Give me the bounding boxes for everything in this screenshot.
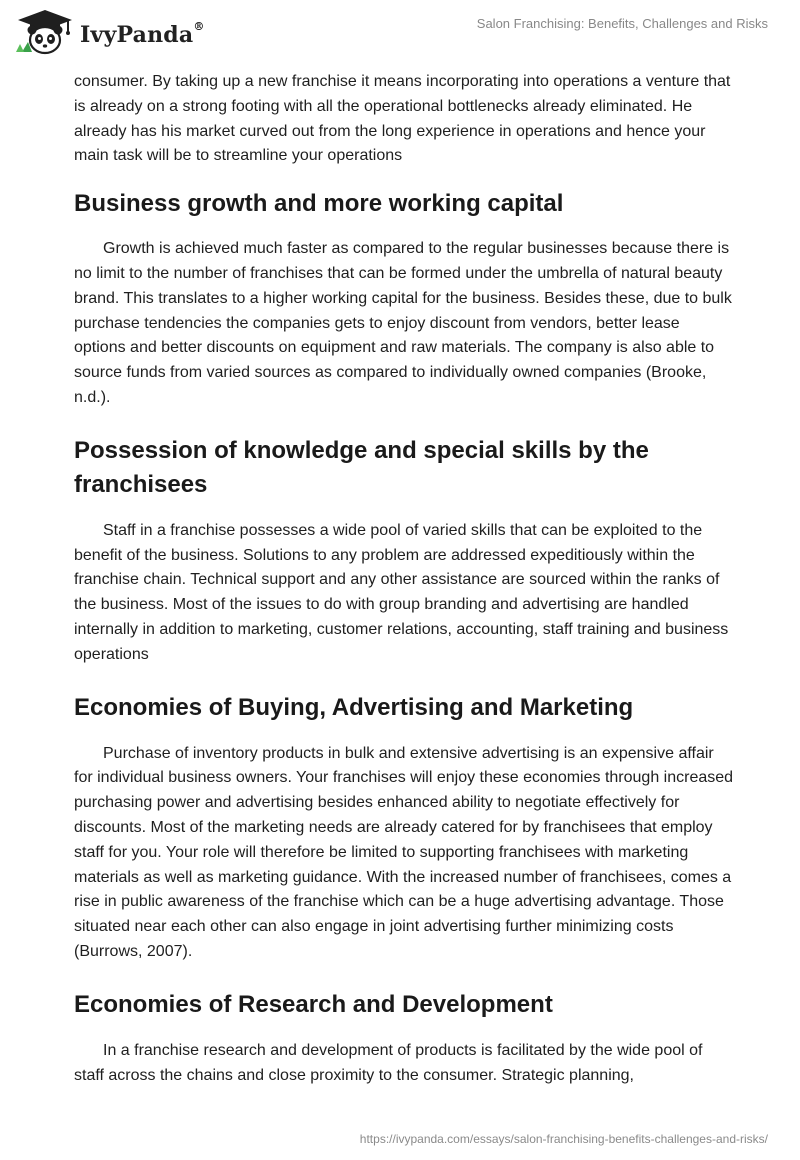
brand-name[interactable]: IvyPanda® [80,19,205,48]
article-body [74,70,734,1088]
ivypanda-panda-logo-icon[interactable] [14,8,76,56]
intro-paragraph: consumer. By taking up a new franchise it means incorporating into operations a venture that is already on a strong footing with all the operational bottlenecks already eliminated. He already has his market curved out from the long experience in operations and hence your main task will be to streamline your operations [74,73,731,165]
document-title: Salon Franchising: Benefits, Challenges and Risks [476,16,768,31]
page-header [0,0,800,64]
section-paragraph-business-growth: Growth is achieved much faster as compared to the regular businesses because there is no limit to the number of franchises that can be formed under the umbrella of natural beauty brand. This translates to a higher working capital for the business. Besides these, due to bulk purchase tendencies the companies gets to enjoy discount from vendors, better lease options and better discounts on equipment and raw materials. The company is also able to source funds from varied sources as compared to individually owned companies (Brooke, n.d.). [74,240,732,406]
section-heading-economies-buying: Economies of Buying, Advertising and Marketing [74,693,634,721]
section-paragraph-knowledge-skills: Staff in a franchise possesses a wide pool of varied skills that can be exploited to the benefit of the business. Solutions to any problem are addressed expeditiously within the franchise chain. Technical support and any other assistance are sourced within the ranks of the business. Most of the issues to do with group branding and advertising are handled internally in addition to marketing, customer relations, accounting, staff training and business operations [74,521,729,663]
section-paragraph-economies-buying: Purchase of inventory products in bulk and extensive advertising is an expensive affair for individual business owners. Your franchises will enjoy these economies through increased purchasing power and advertising besides enhanced ability to negotiate effectively for discounts. Most of the marketing needs are already catered for by franchisees that employ staff for you. Your role will therefore be limited to supporting franchisees with marketing materials as well as marketing guidance. With the increased number of franchisees, comes a rise in public awareness of the franchise which can be a huge advertising advantage. Those situated near each other can also engage in joint advertising further minimizing costs (Burrows, 2007). [74,744,734,960]
section-heading-research-development: Economies of Research and Development [74,990,553,1018]
section-paragraph-research-development: In a franchise research and development of products is facilitated by the wide pool of staff across the chains and close proximity to the consumer. Strategic planning, [74,1041,703,1084]
footer-source-url[interactable]: https://ivypanda.com/essays/salon-franchising-benefits-challenges-and-risks/ [359,1132,768,1146]
section-heading-knowledge-skills: Possession of knowledge and special skills by the franchisees [74,436,649,498]
section-heading-business-growth: Business growth and more working capital [74,190,564,218]
